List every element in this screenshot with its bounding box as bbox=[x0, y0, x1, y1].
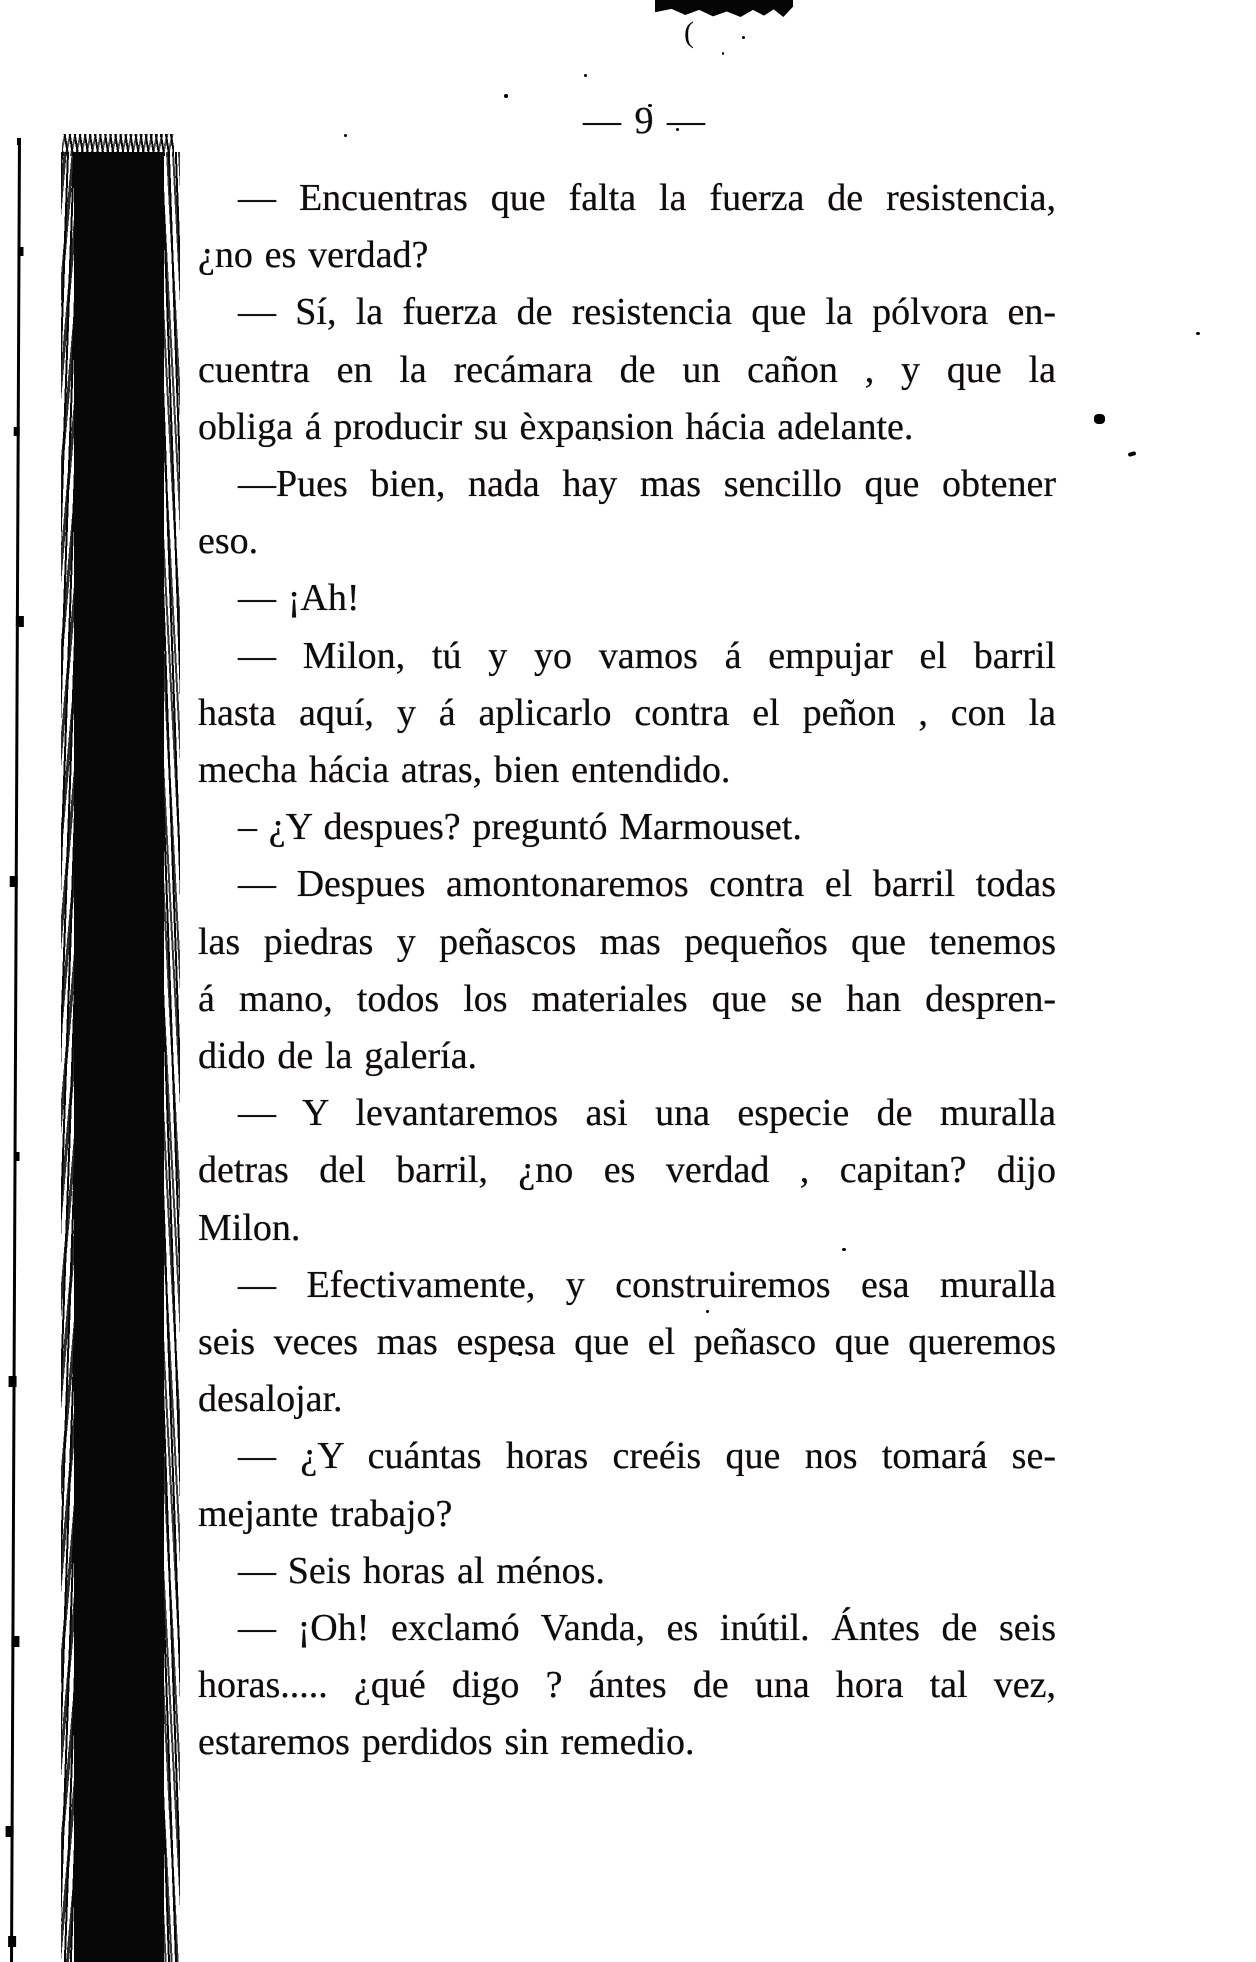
text-line: – ¿Y despues? preguntó Marmouset. bbox=[238, 806, 802, 849]
text-line: — Y levantaremos asi una especie de muralla bbox=[238, 1092, 1056, 1135]
text-line: dido de la galería. bbox=[198, 1035, 478, 1078]
ink-speck bbox=[1094, 414, 1105, 424]
text-line: — Milon, tú y yo vamos á empujar el barril bbox=[238, 634, 1056, 677]
text-line: á mano, todos los materiales que se han despren- bbox=[198, 977, 1056, 1020]
text-line: Milon. bbox=[198, 1206, 301, 1249]
text-line: — Seis horas al ménos. bbox=[238, 1549, 605, 1592]
text-line: — ¡Ah! bbox=[238, 577, 360, 620]
text-line: —Pues bien, nada hay mas sencillo que obtener bbox=[238, 463, 1056, 506]
ink-speck bbox=[344, 134, 347, 137]
text-line: cuentra en la recámara de un cañon , y que la bbox=[198, 348, 1056, 391]
text-line: mejante trabajo? bbox=[198, 1492, 453, 1535]
text-line: hasta aquí, y á aplicarlo contra el peñon , con la bbox=[198, 691, 1056, 734]
text-line: — Efectivamente, y construiremos esa muralla bbox=[238, 1263, 1056, 1306]
ink-speck bbox=[584, 74, 587, 77]
ink-speck bbox=[504, 94, 508, 98]
text-line: — Encuentras que falta la fuerza de resistencia, bbox=[238, 177, 1056, 219]
page-number: — 9 — bbox=[583, 100, 707, 142]
ink-speck bbox=[742, 36, 745, 39]
ink-smudge-top bbox=[655, 0, 793, 17]
text-line: estaremos perdidos sin remedio. bbox=[198, 1721, 695, 1764]
ink-speck bbox=[1128, 451, 1137, 457]
text-line: detras del barril, ¿no es verdad , capitan? dijo bbox=[198, 1149, 1056, 1192]
text-line: — Despues amontonaremos contra el barril todas bbox=[238, 863, 1056, 906]
text-line: horas..... ¿qué digo ? ántes de una hora tal vez, bbox=[198, 1664, 1056, 1707]
text-line: obliga á producir su èxpansion hácia adelante. bbox=[198, 405, 914, 448]
text-line: desalojar. bbox=[198, 1378, 343, 1421]
text-line: eso. bbox=[198, 520, 259, 563]
ink-speck bbox=[722, 52, 724, 55]
text-line: las piedras y peñascos mas pequeños que tenemos bbox=[198, 920, 1056, 963]
text-line: seis veces mas espesa que el peñasco que queremos bbox=[198, 1321, 1056, 1364]
text-line: — ¿Y cuántas horas creéis que nos tomará se- bbox=[238, 1435, 1056, 1478]
text-line: mecha hácia atras, bien entendido. bbox=[198, 749, 731, 792]
text-line: ¿no es verdad? bbox=[198, 234, 429, 277]
page-text bbox=[198, 170, 1056, 1772]
binding-shadow bbox=[74, 152, 164, 1962]
text-line: — ¡Oh! exclamó Vanda, es inútil. Ántes de seis bbox=[238, 1607, 1056, 1650]
stray-mark: ( bbox=[684, 16, 694, 49]
page-edge-line bbox=[10, 138, 21, 1962]
ink-speck bbox=[1196, 332, 1200, 335]
text-line: — Sí, la fuerza de resistencia que la pólvora en- bbox=[238, 291, 1056, 334]
